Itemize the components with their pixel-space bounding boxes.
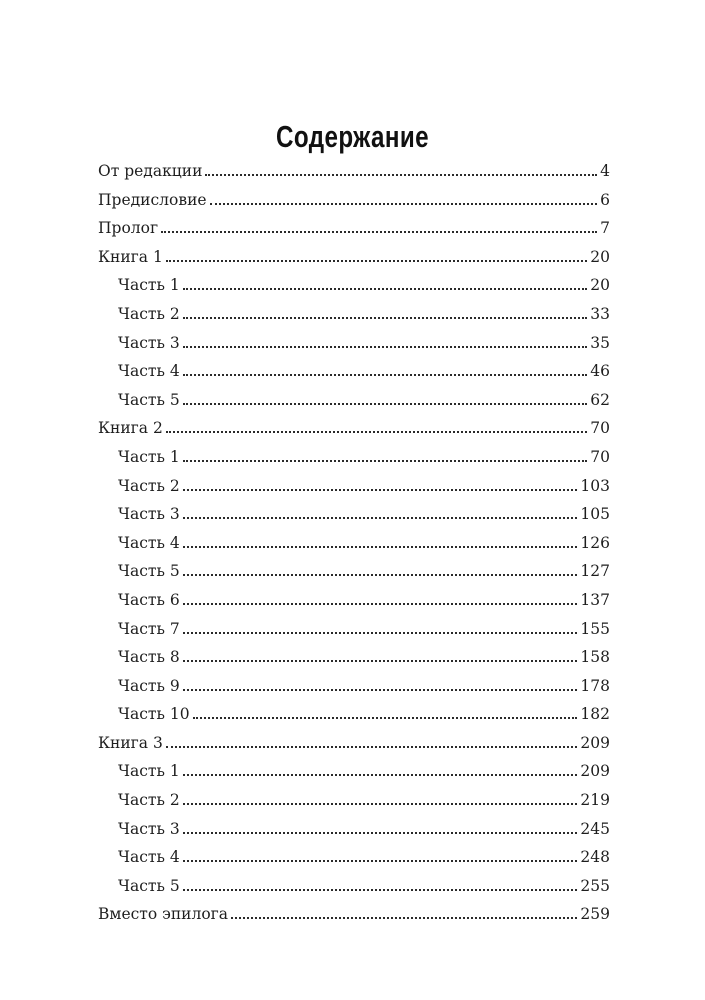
toc-entry-page-number: 182	[580, 705, 610, 724]
toc-entry	[98, 615, 610, 644]
toc-entry	[98, 300, 610, 329]
toc-entry-title: Часть 3	[118, 505, 180, 524]
toc-entry-page-number: 126	[580, 533, 610, 552]
toc-entry	[98, 786, 610, 815]
toc-entry-title: Часть 1	[118, 762, 180, 781]
toc-entry-page-number: 4	[600, 162, 610, 180]
toc-entry-page-number: 105	[580, 505, 610, 524]
toc-entry-page-number: 209	[580, 733, 610, 752]
toc-entry	[98, 386, 610, 415]
toc-entry-page-number: 137	[580, 590, 610, 609]
toc-entry	[98, 529, 610, 558]
toc-entry-title: Часть 2	[118, 791, 180, 810]
dot-leader	[183, 546, 578, 548]
toc-entry	[98, 586, 610, 615]
toc-entry-title: Часть 4	[118, 533, 180, 552]
toc-entry	[98, 186, 610, 215]
toc-entry	[98, 157, 610, 186]
toc-entry	[98, 729, 610, 758]
toc-entry	[98, 872, 610, 901]
toc-entry-page-number: 46	[590, 362, 610, 381]
toc-entry-title: Часть 5	[118, 390, 180, 409]
page-title: Содержание	[276, 118, 429, 154]
toc-entry	[98, 329, 610, 358]
toc-entry-page-number: 259	[580, 905, 610, 924]
toc-entry-page-number: 255	[580, 876, 610, 895]
toc-entry	[98, 900, 610, 929]
dot-leader	[183, 374, 588, 376]
dot-leader	[183, 632, 578, 634]
toc-entry-title: Часть 2	[118, 304, 180, 323]
toc-entry-page-number: 155	[580, 619, 610, 638]
toc-entry-title: От редакции	[98, 162, 203, 180]
dot-leader	[183, 460, 588, 462]
toc-entry-title: Пролог	[98, 219, 159, 238]
toc-entry-page-number: 248	[580, 848, 610, 867]
toc-entry	[98, 700, 610, 729]
toc-entry	[98, 472, 610, 501]
dot-leader	[183, 660, 578, 662]
toc-entry-page-number: 219	[580, 791, 610, 810]
table-of-contents	[98, 157, 610, 929]
dot-leader	[183, 574, 578, 576]
toc-entry-title: Часть 5	[118, 562, 180, 581]
toc-entry	[98, 243, 610, 272]
dot-leader	[183, 889, 578, 891]
toc-entry	[98, 672, 610, 701]
toc-entry-title: Вместо эпилога	[98, 905, 229, 924]
dot-leader	[183, 774, 578, 776]
toc-entry	[98, 271, 610, 300]
toc-entry	[98, 443, 610, 472]
toc-entry-title: Часть 4	[118, 848, 180, 867]
toc-entry-page-number: 70	[590, 419, 610, 438]
dot-leader	[166, 431, 587, 433]
toc-entry-page-number: 70	[590, 447, 610, 466]
dot-leader	[205, 174, 597, 176]
toc-entry	[98, 414, 610, 443]
dot-leader	[183, 517, 578, 519]
toc-entry	[98, 843, 610, 872]
dot-leader	[183, 317, 588, 319]
toc-entry-title: Часть 9	[118, 676, 180, 695]
dot-leader	[193, 717, 578, 719]
toc-entry-page-number: 62	[590, 390, 610, 409]
dot-leader	[183, 603, 578, 605]
toc-entry-page-number: 20	[590, 276, 610, 295]
dot-leader	[210, 203, 598, 205]
dot-leader	[231, 917, 577, 919]
toc-entry-page-number: 20	[590, 247, 610, 266]
dot-leader	[166, 746, 578, 748]
toc-entry-title: Часть 10	[118, 705, 190, 724]
toc-entry	[98, 357, 610, 386]
dot-leader	[183, 403, 588, 405]
toc-entry-page-number: 7	[600, 219, 610, 238]
toc-entry-title: Предисловие	[98, 190, 207, 209]
toc-entry-page-number: 33	[590, 304, 610, 323]
toc-entry	[98, 643, 610, 672]
toc-entry-page-number: 178	[580, 676, 610, 695]
toc-entry-title: Часть 1	[118, 276, 180, 295]
toc-entry-title: Часть 3	[118, 333, 180, 352]
toc-entry	[98, 557, 610, 586]
toc-entry-title: Книга 1	[98, 247, 163, 266]
dot-leader	[183, 832, 578, 834]
toc-entry-title: Часть 8	[118, 648, 180, 667]
toc-entry	[98, 214, 610, 243]
toc-entry	[98, 815, 610, 844]
toc-entry-title: Часть 5	[118, 876, 180, 895]
toc-entry-title: Часть 4	[118, 362, 180, 381]
dot-leader	[166, 260, 587, 262]
dot-leader	[183, 689, 578, 691]
dot-leader	[161, 231, 597, 233]
toc-entry-title: Часть 6	[118, 590, 180, 609]
toc-entry-title: Часть 7	[118, 619, 180, 638]
toc-entry-page-number: 209	[580, 762, 610, 781]
dot-leader	[183, 489, 578, 491]
dot-leader	[183, 346, 588, 348]
dot-leader	[183, 803, 578, 805]
toc-entry-title: Часть 3	[118, 819, 180, 838]
toc-entry-title: Часть 1	[118, 447, 180, 466]
toc-entry-page-number: 127	[580, 562, 610, 581]
toc-entry-page-number: 103	[580, 476, 610, 495]
toc-entry-page-number: 35	[590, 333, 610, 352]
toc-entry	[98, 500, 610, 529]
toc-entry-page-number: 158	[580, 648, 610, 667]
toc-entry-title: Книга 3	[98, 733, 163, 752]
toc-entry	[98, 757, 610, 786]
toc-entry-page-number: 245	[580, 819, 610, 838]
toc-entry-page-number: 6	[600, 190, 610, 209]
toc-entry-title: Книга 2	[98, 419, 163, 438]
dot-leader	[183, 288, 588, 290]
toc-entry-title: Часть 2	[118, 476, 180, 495]
dot-leader	[183, 860, 578, 862]
